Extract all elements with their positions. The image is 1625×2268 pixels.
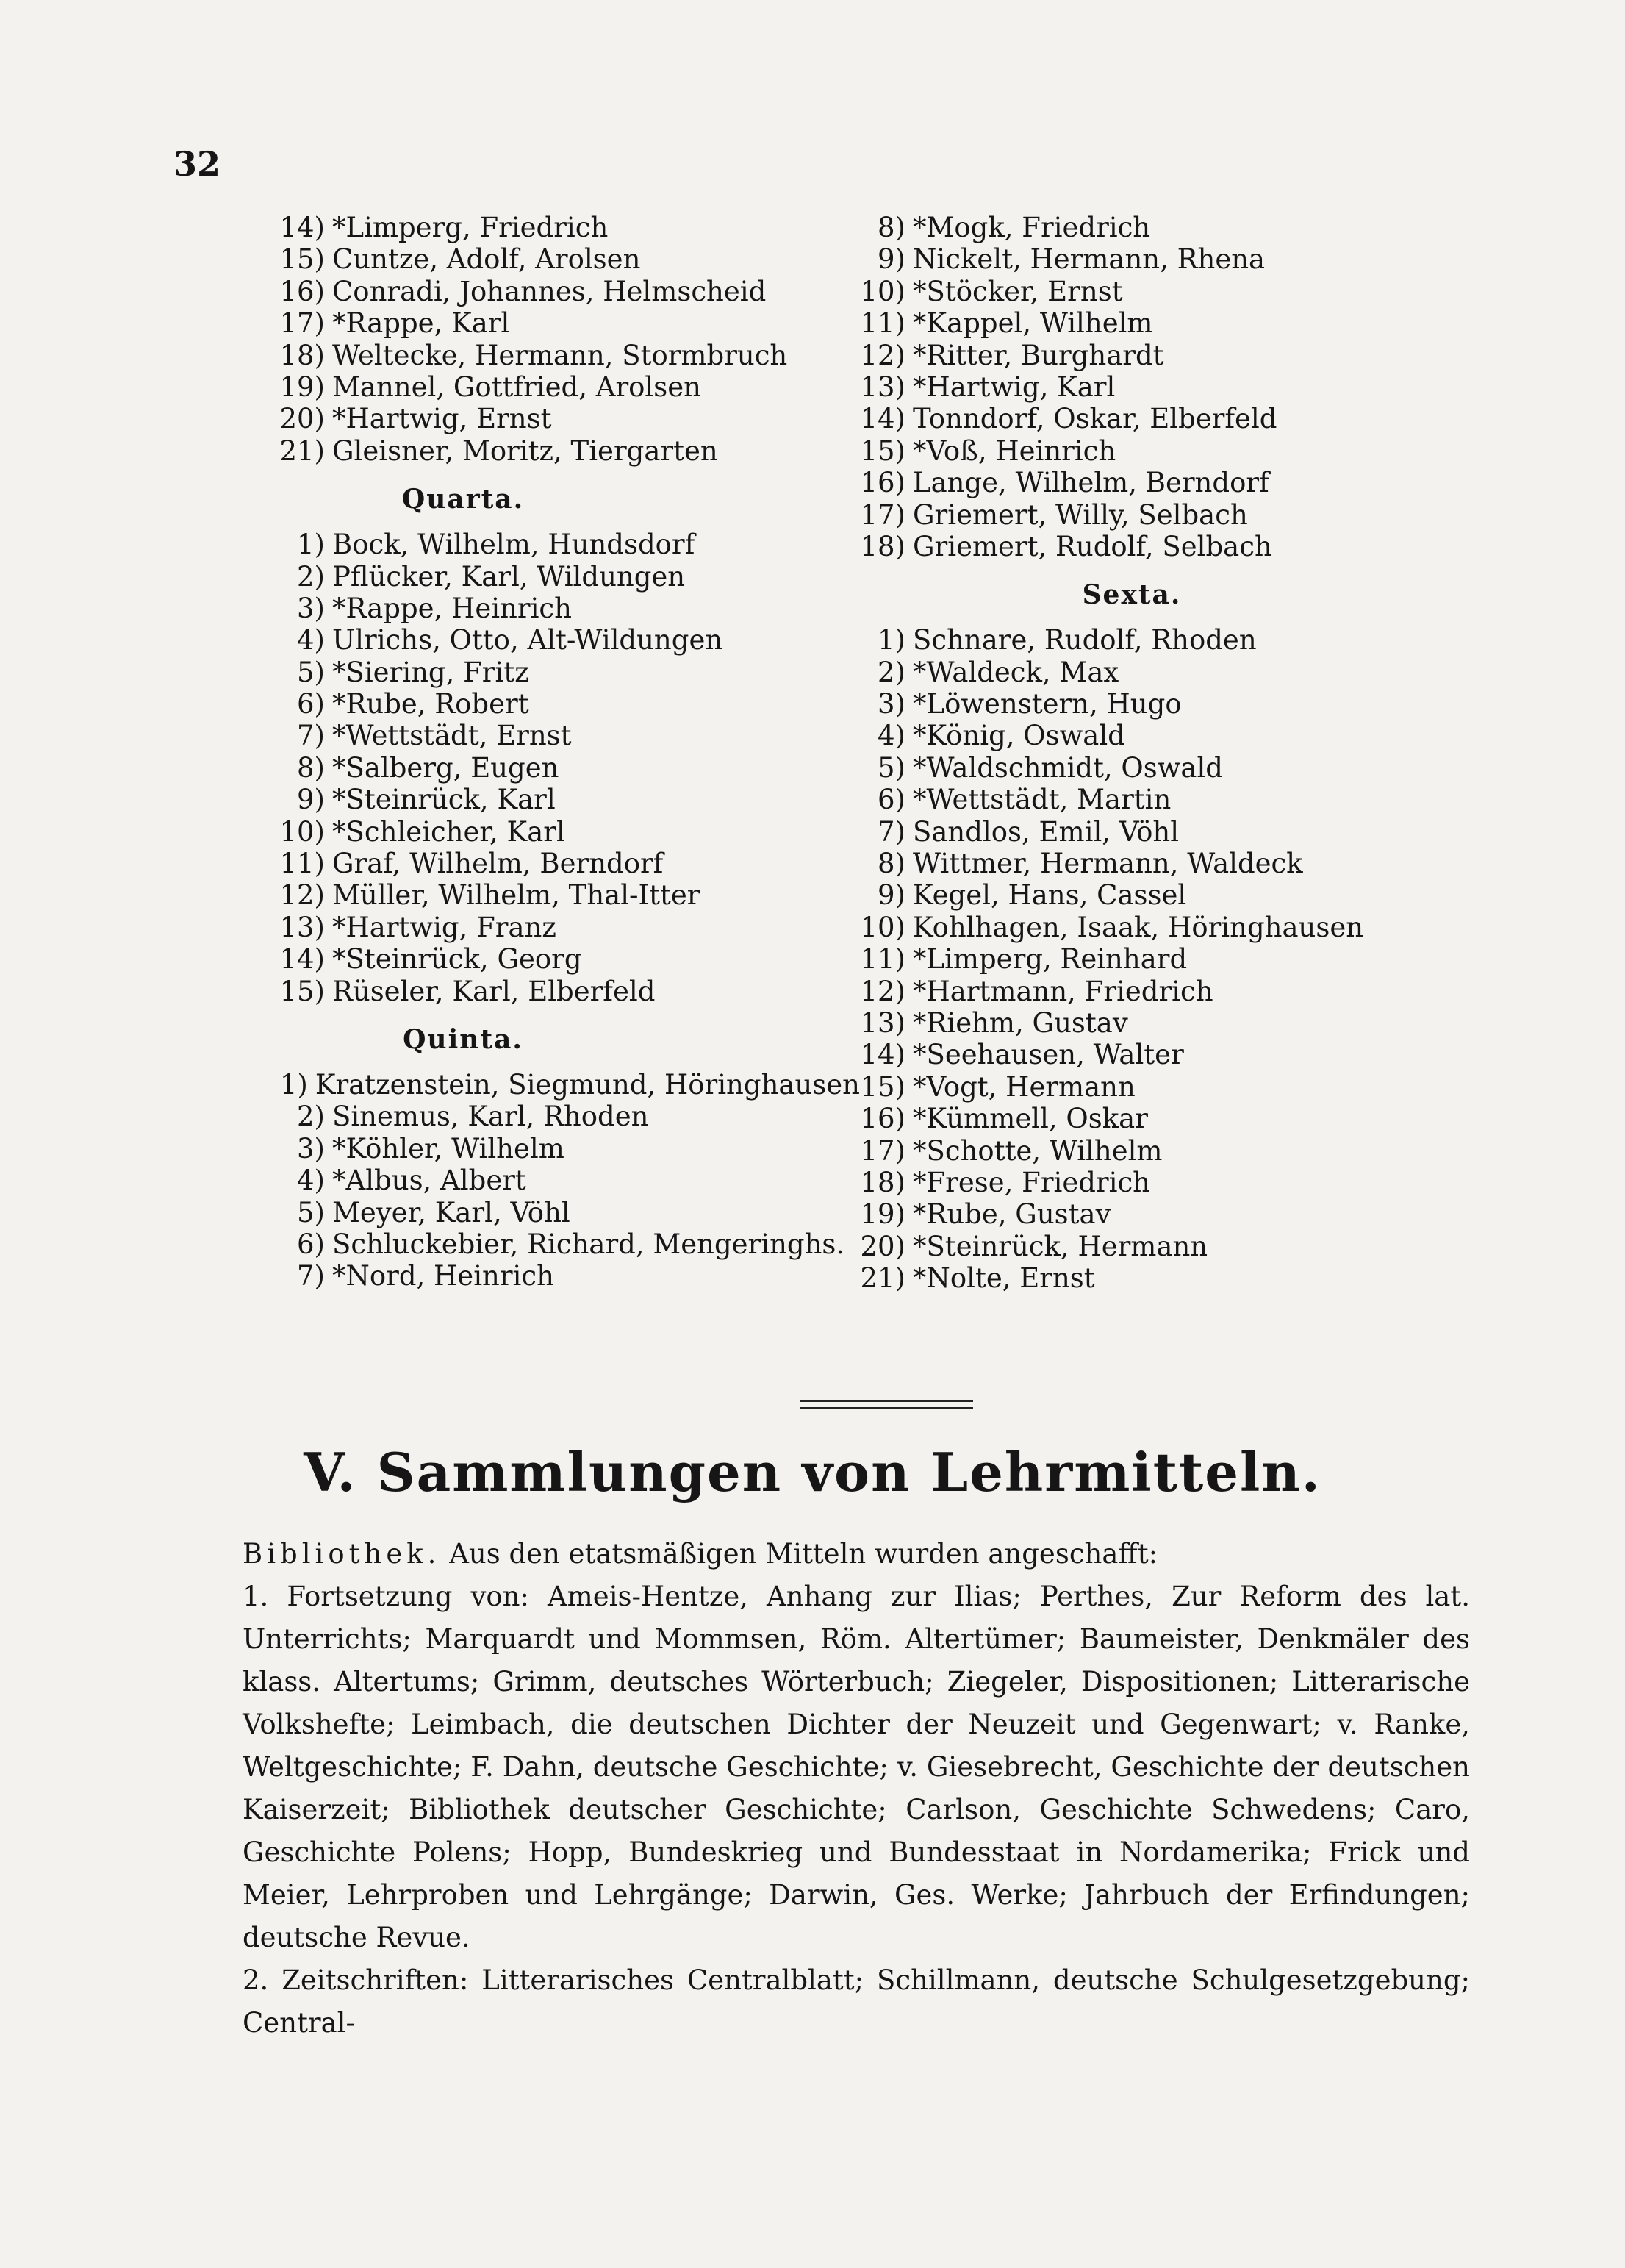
list-item bbox=[257, 1228, 860, 1260]
item-number: 9) bbox=[297, 784, 325, 816]
item-number: 8) bbox=[297, 751, 325, 784]
item-name: Cuntze, Adolf, Arolsen bbox=[332, 243, 641, 276]
item-number: 14) bbox=[279, 943, 325, 976]
library-intro-text: Aus den etatsmäßigen Mitteln wurden angeschafft: bbox=[449, 1538, 1158, 1570]
item-name: Ulrichs, Otto, Alt-Wildungen bbox=[332, 624, 723, 657]
item-number: 7) bbox=[297, 1260, 325, 1292]
item-number: 6) bbox=[878, 784, 905, 816]
item-name: *Schleicher, Karl bbox=[332, 815, 565, 848]
item-name: Kohlhagen, Isaak, Höringhausen bbox=[913, 911, 1364, 943]
item-number: 9) bbox=[878, 879, 905, 912]
left-column bbox=[257, 212, 860, 1292]
item-name: *Steinrück, Karl bbox=[332, 784, 556, 816]
list-item bbox=[257, 1260, 860, 1292]
item-name: Sandlos, Emil, Vöhl bbox=[913, 815, 1180, 848]
list-item bbox=[860, 624, 1389, 656]
item-number: 16) bbox=[860, 467, 905, 499]
continued-list-right bbox=[860, 212, 1389, 562]
list-item bbox=[257, 688, 860, 720]
continued-list-left bbox=[257, 212, 860, 467]
item-number: 17) bbox=[279, 307, 325, 340]
item-name: *Siering, Fritz bbox=[332, 656, 529, 688]
list-item bbox=[257, 879, 860, 911]
item-name: *Löwenstern, Hugo bbox=[913, 688, 1182, 720]
item-number: 4) bbox=[878, 720, 905, 752]
item-name: *Riehm, Gustav bbox=[913, 1006, 1128, 1039]
item-name: *Seehausen, Walter bbox=[913, 1039, 1184, 1071]
item-name: Nickelt, Hermann, Rhena bbox=[913, 243, 1266, 276]
item-number: 10) bbox=[860, 275, 905, 307]
list-item bbox=[860, 403, 1389, 434]
list-item bbox=[257, 657, 860, 688]
quinta-list bbox=[257, 1069, 860, 1292]
list-item bbox=[257, 912, 860, 943]
list-item bbox=[257, 340, 860, 371]
item-number: 8) bbox=[878, 212, 905, 243]
list-item bbox=[860, 720, 1389, 751]
item-name: *Wettstädt, Martin bbox=[913, 784, 1172, 816]
item-number: 20) bbox=[860, 1230, 905, 1262]
item-number: 17) bbox=[860, 498, 905, 531]
item-number: 21) bbox=[860, 1262, 905, 1295]
item-name: *Mogk, Friedrich bbox=[913, 212, 1151, 243]
item-number: 6) bbox=[297, 688, 325, 720]
list-item bbox=[257, 1165, 860, 1196]
item-name: *Rappe, Karl bbox=[332, 307, 510, 340]
list-item bbox=[257, 1069, 860, 1101]
item-name: *Waldeck, Max bbox=[913, 656, 1119, 688]
item-number: 1) bbox=[878, 624, 905, 657]
item-name: Bock, Wilhelm, Hundsdorf bbox=[332, 529, 695, 561]
list-item bbox=[860, 1167, 1389, 1198]
item-name: *Stöcker, Ernst bbox=[913, 275, 1123, 307]
item-number: 12) bbox=[860, 339, 905, 371]
list-item bbox=[257, 529, 860, 560]
item-number: 8) bbox=[878, 848, 905, 880]
list-item bbox=[860, 1198, 1389, 1230]
item-name: *Salberg, Eugen bbox=[332, 751, 559, 784]
list-item bbox=[860, 784, 1389, 815]
item-name: *Nord, Heinrich bbox=[332, 1260, 554, 1292]
item-number: 15) bbox=[279, 975, 325, 1007]
item-number: 15) bbox=[860, 434, 905, 467]
item-name: *Waldschmidt, Oswald bbox=[913, 751, 1223, 784]
item-number: 15) bbox=[279, 243, 325, 276]
item-name: *Kümmell, Oskar bbox=[913, 1103, 1148, 1135]
list-item bbox=[860, 243, 1389, 275]
list-item bbox=[257, 1133, 860, 1165]
list-item bbox=[257, 848, 860, 879]
item-number: 12) bbox=[860, 975, 905, 1007]
item-name: *Rube, Gustav bbox=[913, 1198, 1111, 1231]
item-number: 12) bbox=[279, 879, 325, 912]
item-number: 5) bbox=[297, 656, 325, 688]
item-number: 5) bbox=[297, 1196, 325, 1228]
section-body bbox=[243, 1533, 1470, 2045]
item-name: Schnare, Rudolf, Rhoden bbox=[913, 624, 1257, 657]
item-number: 3) bbox=[297, 592, 325, 624]
item-number: 2) bbox=[297, 1101, 325, 1133]
item-name: Schluckebier, Richard, Mengeringhs. bbox=[332, 1228, 845, 1260]
item-number: 16) bbox=[279, 275, 325, 307]
sexta-heading: Sexta. bbox=[1082, 579, 1182, 611]
list-item bbox=[257, 403, 860, 434]
acquisitions-paragraph: 1. Fortsetzung von: Ameis-Hentze, Anhang zur Ilias; Perthes, Zur Reform des lat. Unterrichts; Marquardt und Mommsen, Röm. Altertümer; Baumeister, Denkmäler des klass. Altertums; Grimm, deutsches Wörterbuch; Ziegeler, Dispositionen; Litterarische Volkshefte; Leimbach, die deutschen Dichter der Neuzeit und Gegenwart; v. Ranke, Weltgeschichte; F. Dahn, deutsche Geschichte; v. Giesebrecht, Geschichte der deutschen Kaiserzeit; Bibliothek deutscher Geschichte; Carlson, Geschichte Schwedens; Caro, Geschichte Polens; Hopp, Bundeskrieg und Bundesstaat in Nordamerika; Frick und Meier, Lehrproben und Lehrgänge; Darwin, Ges. Werke; Jahrbuch der Erfindungen; deutsche Revue. bbox=[243, 1581, 1470, 1953]
list-item bbox=[257, 371, 860, 403]
item-number: 11) bbox=[860, 943, 905, 976]
list-item bbox=[860, 1007, 1389, 1039]
list-item bbox=[860, 467, 1389, 498]
item-name: *Hartmann, Friedrich bbox=[913, 975, 1213, 1007]
item-name: Mannel, Gottfried, Arolsen bbox=[332, 371, 701, 403]
item-number: 20) bbox=[279, 403, 325, 435]
list-item bbox=[860, 1039, 1389, 1070]
list-item bbox=[257, 276, 860, 307]
item-name: *Kappel, Wilhelm bbox=[913, 307, 1153, 340]
item-number: 13) bbox=[860, 371, 905, 403]
item-number: 5) bbox=[878, 751, 905, 784]
section-title: V. Sammlungen von Lehrmitteln. bbox=[304, 1441, 1321, 1503]
item-name: Pflücker, Karl, Wildungen bbox=[332, 560, 686, 593]
item-number: 1) bbox=[297, 529, 325, 561]
item-number: 14) bbox=[860, 403, 905, 435]
right-column bbox=[860, 212, 1389, 1295]
item-number: 21) bbox=[279, 434, 325, 467]
list-item bbox=[860, 340, 1389, 371]
item-number: 18) bbox=[860, 530, 905, 562]
item-name: Gleisner, Moritz, Tiergarten bbox=[332, 434, 718, 467]
item-name: *Rappe, Heinrich bbox=[332, 592, 572, 624]
item-name: Rüseler, Karl, Elberfeld bbox=[332, 975, 656, 1007]
item-number: 2) bbox=[878, 656, 905, 688]
list-item bbox=[860, 276, 1389, 307]
item-name: Tonndorf, Oskar, Elberfeld bbox=[913, 403, 1277, 435]
quinta-heading: Quinta. bbox=[403, 1023, 523, 1055]
item-name: Griemert, Willy, Selbach bbox=[913, 498, 1248, 531]
list-item bbox=[257, 816, 860, 848]
list-item bbox=[860, 976, 1389, 1007]
item-number: 3) bbox=[297, 1132, 325, 1165]
list-item bbox=[860, 912, 1389, 943]
item-number: 11) bbox=[279, 848, 325, 880]
list-item bbox=[860, 1262, 1389, 1294]
item-number: 2) bbox=[297, 560, 325, 593]
item-name: *Köhler, Wilhelm bbox=[332, 1132, 564, 1165]
item-name: *Rube, Robert bbox=[332, 688, 529, 720]
list-item bbox=[257, 784, 860, 815]
list-item bbox=[860, 499, 1389, 531]
quarta-heading: Quarta. bbox=[401, 484, 525, 515]
list-item bbox=[257, 212, 860, 243]
item-number: 7) bbox=[878, 815, 905, 848]
item-name: *Ritter, Burghardt bbox=[913, 339, 1164, 371]
item-name: *Nolte, Ernst bbox=[913, 1262, 1095, 1295]
item-number: 13) bbox=[860, 1006, 905, 1039]
sexta-list bbox=[860, 624, 1389, 1294]
section-divider bbox=[800, 1400, 973, 1409]
item-number: 14) bbox=[279, 212, 325, 243]
item-name: Müller, Wilhelm, Thal-Itter bbox=[332, 879, 700, 912]
item-name: *Limperg, Friedrich bbox=[332, 212, 609, 243]
list-item bbox=[860, 848, 1389, 879]
item-name: *Hartwig, Karl bbox=[913, 371, 1116, 403]
list-item bbox=[860, 943, 1389, 975]
list-item bbox=[860, 657, 1389, 688]
list-item bbox=[860, 1103, 1389, 1134]
list-item bbox=[860, 435, 1389, 467]
item-name: Griemert, Rudolf, Selbach bbox=[913, 530, 1272, 562]
item-number: 18) bbox=[279, 339, 325, 371]
item-number: 4) bbox=[297, 624, 325, 657]
list-item bbox=[860, 1071, 1389, 1103]
item-number: 3) bbox=[878, 688, 905, 720]
item-name: *Voß, Heinrich bbox=[913, 434, 1116, 467]
list-item bbox=[860, 816, 1389, 848]
list-item bbox=[257, 752, 860, 784]
item-number: 10) bbox=[279, 815, 325, 848]
item-name: Weltecke, Hermann, Stormbruch bbox=[332, 339, 788, 371]
list-item bbox=[257, 593, 860, 624]
item-number: 15) bbox=[860, 1070, 905, 1103]
item-number: 11) bbox=[860, 307, 905, 340]
item-name: *Steinrück, Hermann bbox=[913, 1230, 1208, 1262]
list-item bbox=[860, 1231, 1389, 1262]
item-name: *Limperg, Reinhard bbox=[913, 943, 1188, 976]
library-label: Bibliothek. bbox=[243, 1538, 441, 1570]
item-number: 17) bbox=[860, 1134, 905, 1167]
item-name: Conradi, Johannes, Helmscheid bbox=[332, 275, 767, 307]
item-number: 16) bbox=[860, 1103, 905, 1135]
list-item bbox=[860, 531, 1389, 562]
item-name: *Steinrück, Georg bbox=[332, 943, 582, 976]
item-name: Meyer, Karl, Vöhl bbox=[332, 1196, 570, 1228]
item-number: 19) bbox=[860, 1198, 905, 1231]
item-name: Kegel, Hans, Cassel bbox=[913, 879, 1187, 912]
item-name: *Schotte, Wilhelm bbox=[913, 1134, 1163, 1167]
item-name: *Wettstädt, Ernst bbox=[332, 720, 572, 752]
item-number: 4) bbox=[297, 1165, 325, 1197]
list-item bbox=[860, 1135, 1389, 1167]
list-item bbox=[860, 371, 1389, 403]
quarta-list bbox=[257, 529, 860, 1007]
item-name: Graf, Wilhelm, Berndorf bbox=[332, 848, 664, 880]
item-name: *Vogt, Hermann bbox=[913, 1070, 1136, 1103]
periodicals-paragraph: 2. Zeitschriften: Litterarisches Centralblatt; Schillmann, deutsche Schulgesetzgebung; Central- bbox=[243, 1964, 1470, 2039]
item-name: *Frese, Friedrich bbox=[913, 1166, 1151, 1198]
list-item bbox=[257, 720, 860, 751]
item-number: 14) bbox=[860, 1039, 905, 1071]
list-item bbox=[257, 943, 860, 975]
list-item bbox=[860, 752, 1389, 784]
item-name: *Albus, Albert bbox=[332, 1165, 526, 1197]
item-number: 7) bbox=[297, 720, 325, 752]
list-item bbox=[257, 435, 860, 467]
item-name: Wittmer, Hermann, Waldeck bbox=[913, 848, 1303, 880]
item-name: *Hartwig, Ernst bbox=[332, 403, 552, 435]
item-name: Sinemus, Karl, Rhoden bbox=[332, 1101, 649, 1133]
list-item bbox=[860, 688, 1389, 720]
item-number: 13) bbox=[279, 911, 325, 943]
list-item bbox=[257, 561, 860, 593]
list-item bbox=[257, 1197, 860, 1228]
list-item bbox=[860, 879, 1389, 911]
item-name: *König, Oswald bbox=[913, 720, 1125, 752]
item-number: 6) bbox=[297, 1228, 325, 1260]
list-item bbox=[257, 1101, 860, 1132]
list-item bbox=[257, 243, 860, 275]
item-number: 19) bbox=[279, 371, 325, 403]
page-number: 32 bbox=[173, 144, 221, 184]
item-name: Kratzenstein, Siegmund, Höringhausen bbox=[315, 1068, 860, 1101]
item-name: *Hartwig, Franz bbox=[332, 911, 556, 943]
list-item bbox=[257, 976, 860, 1007]
list-item bbox=[860, 212, 1389, 243]
list-item bbox=[257, 624, 860, 656]
list-item bbox=[860, 307, 1389, 339]
library-intro bbox=[243, 1533, 1470, 1575]
item-number: 18) bbox=[860, 1166, 905, 1198]
item-name: Lange, Wilhelm, Berndorf bbox=[913, 467, 1269, 499]
list-item bbox=[257, 307, 860, 339]
item-number: 9) bbox=[878, 243, 905, 276]
item-number: 10) bbox=[860, 911, 905, 943]
item-number: 1) bbox=[279, 1068, 308, 1101]
